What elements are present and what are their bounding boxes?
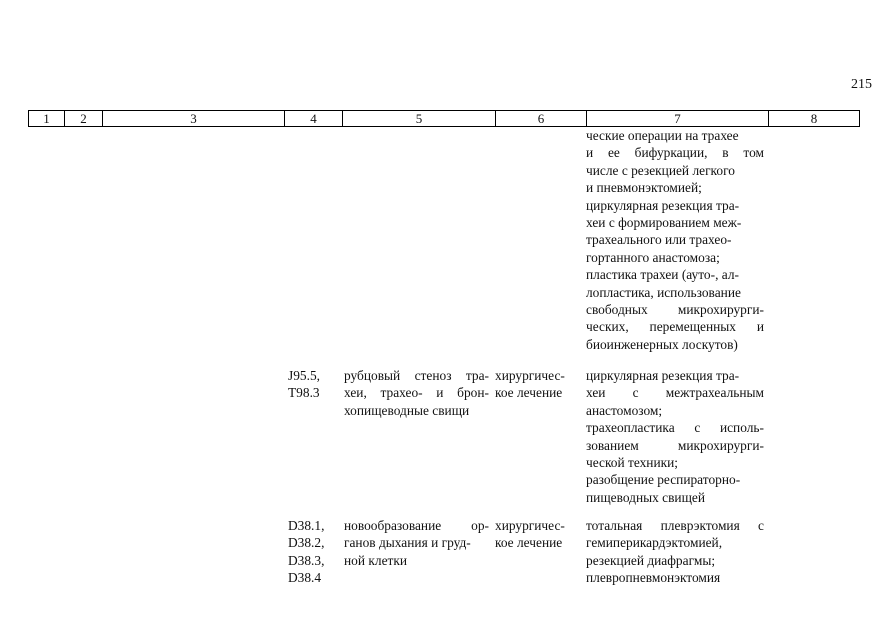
header-col-3: 3 bbox=[103, 111, 285, 126]
header-col-8: 8 bbox=[810, 111, 818, 126]
text-line: трахеопластика с исполь- bbox=[586, 420, 764, 436]
text-line: хопищеводные свищи bbox=[344, 402, 470, 418]
text-line: ческой техники; bbox=[586, 455, 679, 471]
header-col-2: 2 bbox=[65, 111, 103, 126]
text-line: кое лечение bbox=[495, 535, 563, 551]
header-col-4: 4 bbox=[285, 111, 343, 126]
text-line: ческих, перемещенных и bbox=[586, 319, 764, 335]
text-line: биоинженерных лоскутов) bbox=[586, 336, 738, 352]
text-line: новообразование ор- bbox=[344, 518, 489, 533]
diagnosis-code: D38.1, bbox=[288, 518, 325, 533]
text-line: лопластика, использование bbox=[586, 284, 741, 300]
diagnosis-code: D38.2, bbox=[288, 535, 325, 551]
text-line: кое лечение bbox=[495, 385, 563, 401]
text-line: циркулярная резекция тра- bbox=[586, 368, 740, 383]
text-line: разобщение респираторно- bbox=[586, 472, 741, 488]
page-number: 215 bbox=[851, 77, 872, 92]
text-line: трахеального или трахео- bbox=[586, 232, 732, 248]
text-line: свободных микрохирурги- bbox=[586, 302, 764, 318]
diagnosis-code: D38.3, bbox=[288, 552, 325, 568]
text-line: пластика трахеи (ауто-, ал- bbox=[586, 267, 739, 283]
text-line: ческие операции на трахее bbox=[586, 128, 739, 143]
text-line: и пневмонэктомией; bbox=[586, 180, 702, 196]
text-line: циркулярная резекция тра- bbox=[586, 197, 740, 213]
text-line: пищеводных свищей bbox=[586, 489, 705, 505]
text-line: плевропневмонэктомия bbox=[586, 570, 721, 586]
diagnosis-code: J95.5, bbox=[288, 368, 320, 383]
text-line: и ее бифуркации, в том bbox=[586, 145, 764, 161]
text-line: зованием микрохирурги- bbox=[586, 437, 764, 453]
row-2-treatment bbox=[495, 517, 575, 552]
table-header-row bbox=[28, 110, 860, 127]
text-line: рубцовый стеноз тра- bbox=[344, 368, 489, 383]
text-line: ганов дыхания и груд- bbox=[344, 535, 471, 551]
text-line: гортанного анастомоза; bbox=[586, 249, 720, 265]
text-line: ной клетки bbox=[344, 552, 408, 568]
header-col-6: 6 bbox=[496, 111, 587, 126]
row-1-treatment bbox=[495, 367, 575, 402]
text-line: хирургичес- bbox=[495, 518, 565, 533]
text-line: тотальная плеврэктомия с bbox=[586, 518, 764, 533]
continuation-method-text bbox=[586, 127, 764, 353]
row-2-codes bbox=[288, 517, 338, 587]
header-col-5: 5 bbox=[343, 111, 496, 126]
header-col-1: 1 bbox=[29, 111, 65, 126]
text-line: анастомозом; bbox=[586, 402, 663, 418]
diagnosis-code: D38.4 bbox=[288, 570, 322, 586]
text-line: хеи с формированием меж- bbox=[586, 215, 742, 231]
text-line: резекцией диафрагмы; bbox=[586, 552, 716, 568]
row-1-diagnosis bbox=[344, 367, 489, 419]
diagnosis-code: T98.3 bbox=[288, 385, 320, 401]
text-line: хеи с межтрахеальным bbox=[586, 385, 764, 401]
text-line: числе с резекцией легкого bbox=[586, 162, 735, 178]
row-1-codes bbox=[288, 367, 338, 402]
header-col-7: 7 bbox=[587, 111, 769, 126]
row-2-method bbox=[586, 517, 764, 587]
row-2-diagnosis bbox=[344, 517, 489, 569]
text-line: хирургичес- bbox=[495, 368, 565, 383]
text-line: гемиперикардэктомией, bbox=[586, 535, 723, 551]
row-1-method bbox=[586, 367, 764, 506]
text-line: хеи, трахео- и брон- bbox=[344, 385, 489, 401]
